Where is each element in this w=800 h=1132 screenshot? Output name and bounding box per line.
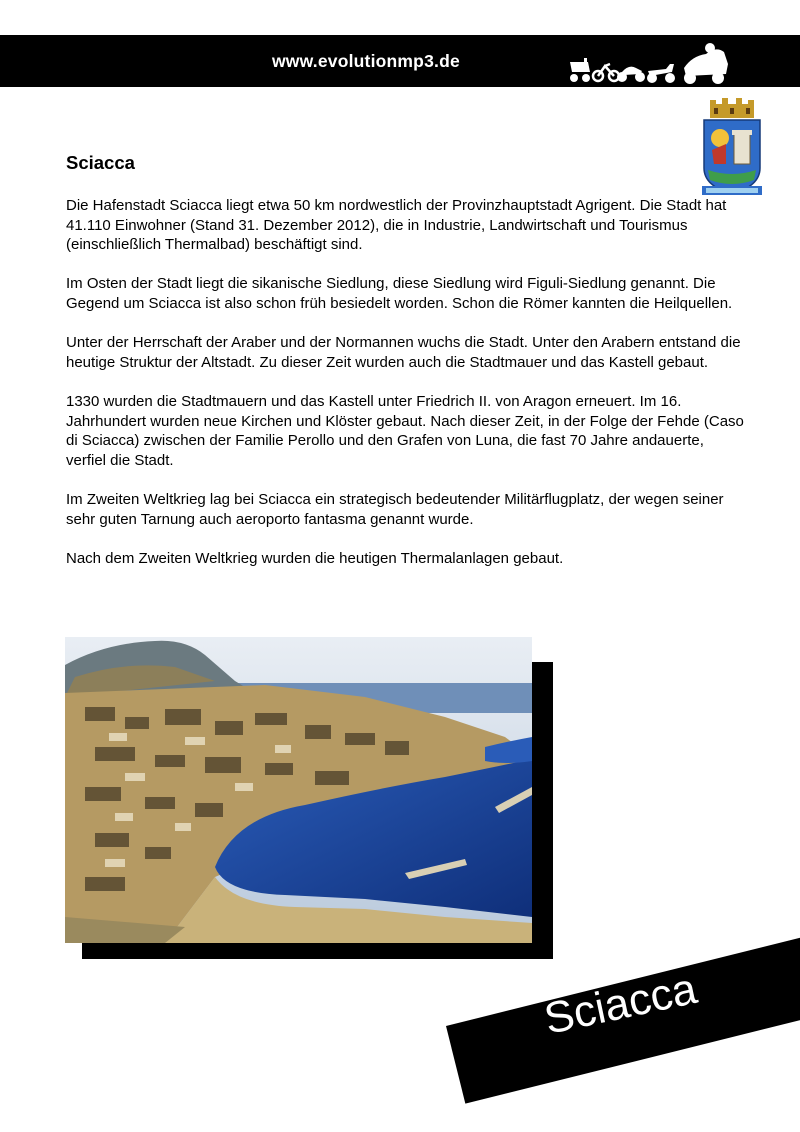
paragraph-settlement: Im Osten der Stadt liegt die sikanische Siedlung, diese Siedlung wird Figuli-Siedlung genannt. Die Gegend um Sciacca ist also schon früh besiedelt worden. Schon die Römer kannten die Heilquellen.: [66, 275, 733, 312]
banner-label: Sciacca: [540, 963, 701, 1044]
page-title: Sciacca: [66, 152, 135, 173]
paragraph-intro: Die Hafenstadt Sciacca liegt etwa 50 km nordwestlich der Provinzhauptstadt Agrigent. Die Stadt hat 41.110 Einwohner (Stand 31. Dezember 2012), die in Industrie, Landwirtschaft und Tourismus (einschließlich Thermalbad) beschäftigt sind.: [66, 197, 727, 254]
paragraph-ww2: Im Zweiten Weltkrieg lag bei Sciacca ein strategisch bedeutender Militärflugplatz, der wegen seiner sehr guten Tarnung auch aeroporto fantasma genannt wurde.: [66, 490, 724, 528]
article-body: [66, 196, 746, 588]
paragraph-thermal: Nach dem Zweiten Weltkrieg wurden die heutigen Thermalanlagen gebaut.: [66, 549, 564, 567]
harbor-town-illustration: [65, 637, 532, 943]
paragraph-aragon: 1330 wurden die Stadtmauern und das Kastell unter Friedrich II. von Aragon erneuert. Im 16. Jahrhundert wurden neue Kirchen und Klöster gebaut. Nach dieser Zeit, in der Folge der Fehde (Caso di Sciacca) zwischen der Familie Perollo und den Grafen von Luna, die fast 70 Jahre andauerte, verfiel die Stadt.: [66, 392, 744, 469]
coat-of-arms-icon: [696, 98, 768, 198]
vehicle-silhouettes-icon: [566, 38, 732, 84]
paragraph-arab-norman: Unter der Herrschaft der Araber und der Normannen wuchs die Stadt. Unter den Arabern entstand die heutige Struktur der Altstadt. Zu dieser Zeit wurden auch die Stadtmauer und das Kastell gebaut.: [66, 334, 741, 371]
site-url[interactable]: www.evolutionmp3.de: [272, 51, 460, 71]
